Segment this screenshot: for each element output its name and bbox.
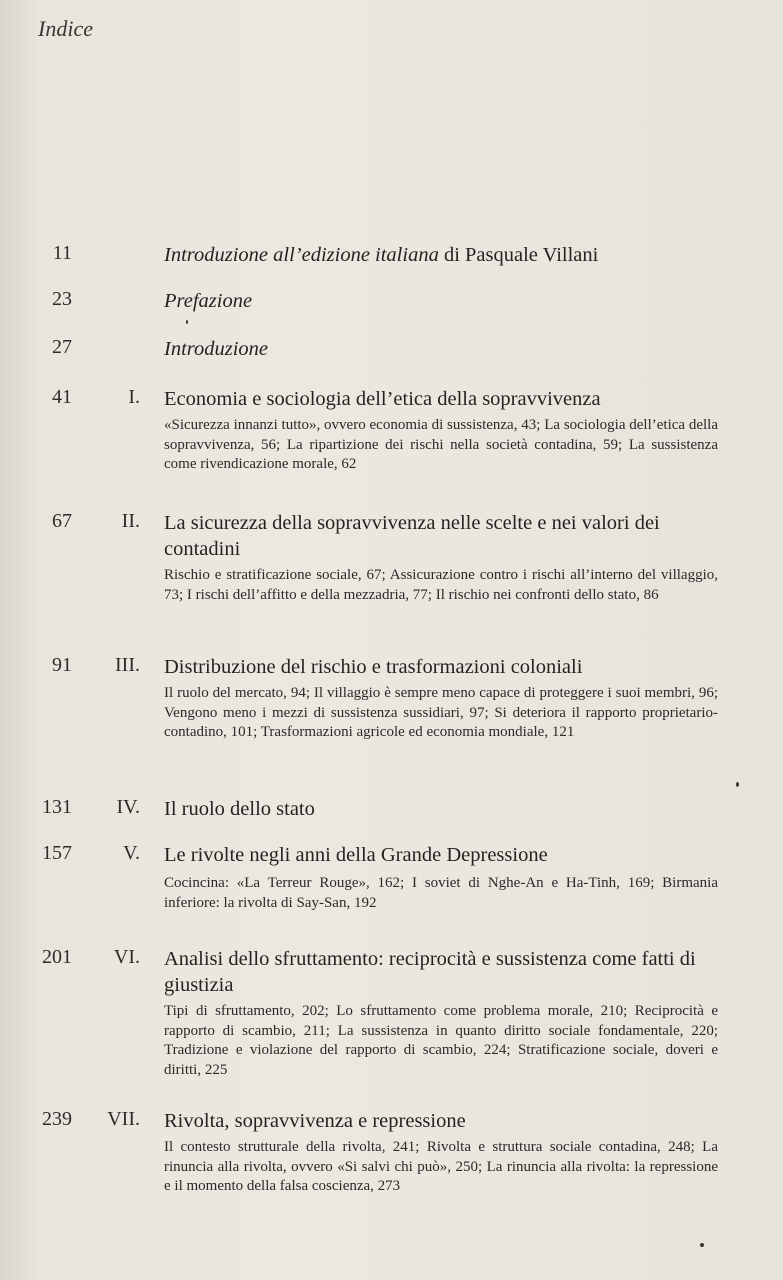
toc-chapter-numeral: III. — [115, 654, 140, 676]
toc-page-number: 91 — [52, 654, 72, 676]
toc-title — [164, 946, 716, 998]
toc-chapter-numeral: V. — [123, 842, 140, 864]
toc-title-text: Economia e sociologia dell’etica della sopravvivenza — [164, 388, 601, 410]
toc-title — [164, 242, 716, 268]
toc-title — [164, 288, 716, 314]
toc-subsections: «Sicurezza innanzi tutto», ovvero economia di sussistenza, 43; La sociologia dell’etica della sopravvivenza, 56; La ripartizione dei rischi nella società contadina, 59; La sussistenza come rivendicazione morale, 62 — [164, 417, 718, 472]
toc-title — [164, 510, 716, 562]
toc-chapter-numeral: IV. — [116, 796, 140, 818]
toc-page-number: 239 — [42, 1108, 72, 1130]
toc-page-number: 11 — [52, 242, 72, 264]
page-title: Indice — [38, 16, 93, 41]
toc-page-number: 41 — [52, 386, 72, 408]
toc-subsections: Rischio e stratificazione sociale, 67; Assicurazione contro i rischi all’interno del villaggio, 73; I rischi dell’affitto e della mezzadria, 77; Il rischio nei confronti dello stato, 86 — [164, 567, 718, 603]
toc-title-text: Le rivolte negli anni della Grande Depressione — [164, 844, 548, 866]
toc-page-number: 27 — [52, 336, 72, 358]
toc-title-italic: Prefazione — [164, 290, 253, 312]
toc-chapter-numeral: II. — [121, 510, 140, 532]
toc-subsections: Cocincina: «La Terreur Rouge», 162; I soviet di Nghe-An e Ha-Tinh, 169; Birmania inferiore: la rivolta di Say-San, 192 — [164, 875, 718, 911]
toc-chapter-numeral: VII. — [107, 1108, 140, 1130]
toc-title-text: di Pasquale Villani — [438, 244, 599, 266]
toc-chapter-numeral: VI. — [113, 946, 140, 968]
toc-title-text: Analisi dello sfruttamento: reciprocità e sussistenza come fatti di giustizia — [164, 948, 696, 996]
toc-title — [164, 842, 716, 868]
toc-title-text: Distribuzione del rischio e trasformazioni coloniali — [164, 656, 583, 678]
toc-title — [164, 654, 716, 680]
toc-title — [164, 336, 716, 362]
toc-subsections: Il ruolo del mercato, 94; Il villaggio è sempre meno capace di proteggere i suoi membri, 96; Vengono meno i mezzi di sussistenza sussidiari, 97; Si deteriora il rapporto proprietario-contadino, 101; Trasformazioni agricole ed economia mondiale, 121 — [164, 685, 718, 740]
toc-page-number: 67 — [52, 510, 72, 532]
toc-title-italic: Introduzione — [164, 338, 269, 360]
toc-subsections: Il contesto strutturale della rivolta, 241; Rivolta e struttura sociale contadina, 248; La rinuncia alla rivolta, ovvero «Si salvi chi può», 250; La rinuncia alla rivolta: la repressione e il momento della falsa coscienza, 273 — [164, 1139, 718, 1194]
toc-title-text: Rivolta, sopravvivenza e repressione — [164, 1110, 466, 1132]
toc-title-text: Il ruolo dello stato — [164, 798, 315, 820]
toc-title-italic: Introduzione all’edizione italiana — [164, 244, 439, 266]
paper-speck — [736, 782, 739, 787]
toc-title-text: La sicurezza della sopravvivenza nelle scelte e nei valori dei contadini — [164, 512, 660, 560]
toc-subsections: Tipi di sfruttamento, 202; Lo sfruttamento come problema morale, 210; Reciprocità e rapporto di scambio, 211; La sussistenza in quanto diritto sociale fondamentale, 220; Tradizione e violazione del rapporto di scambio, 224; Stratificazione sociale, doveri e diritti, 225 — [164, 1003, 718, 1078]
toc-title — [164, 386, 716, 412]
toc-page-number: 131 — [42, 796, 72, 818]
toc-title — [164, 1108, 716, 1134]
toc-page-number: 157 — [42, 842, 72, 864]
toc-page-number: 23 — [52, 288, 72, 310]
toc-page-number: 201 — [42, 946, 72, 968]
paper-speck — [186, 320, 188, 324]
toc-chapter-numeral: I. — [128, 386, 140, 408]
toc-title — [164, 796, 716, 822]
paper-speck — [700, 1243, 704, 1247]
